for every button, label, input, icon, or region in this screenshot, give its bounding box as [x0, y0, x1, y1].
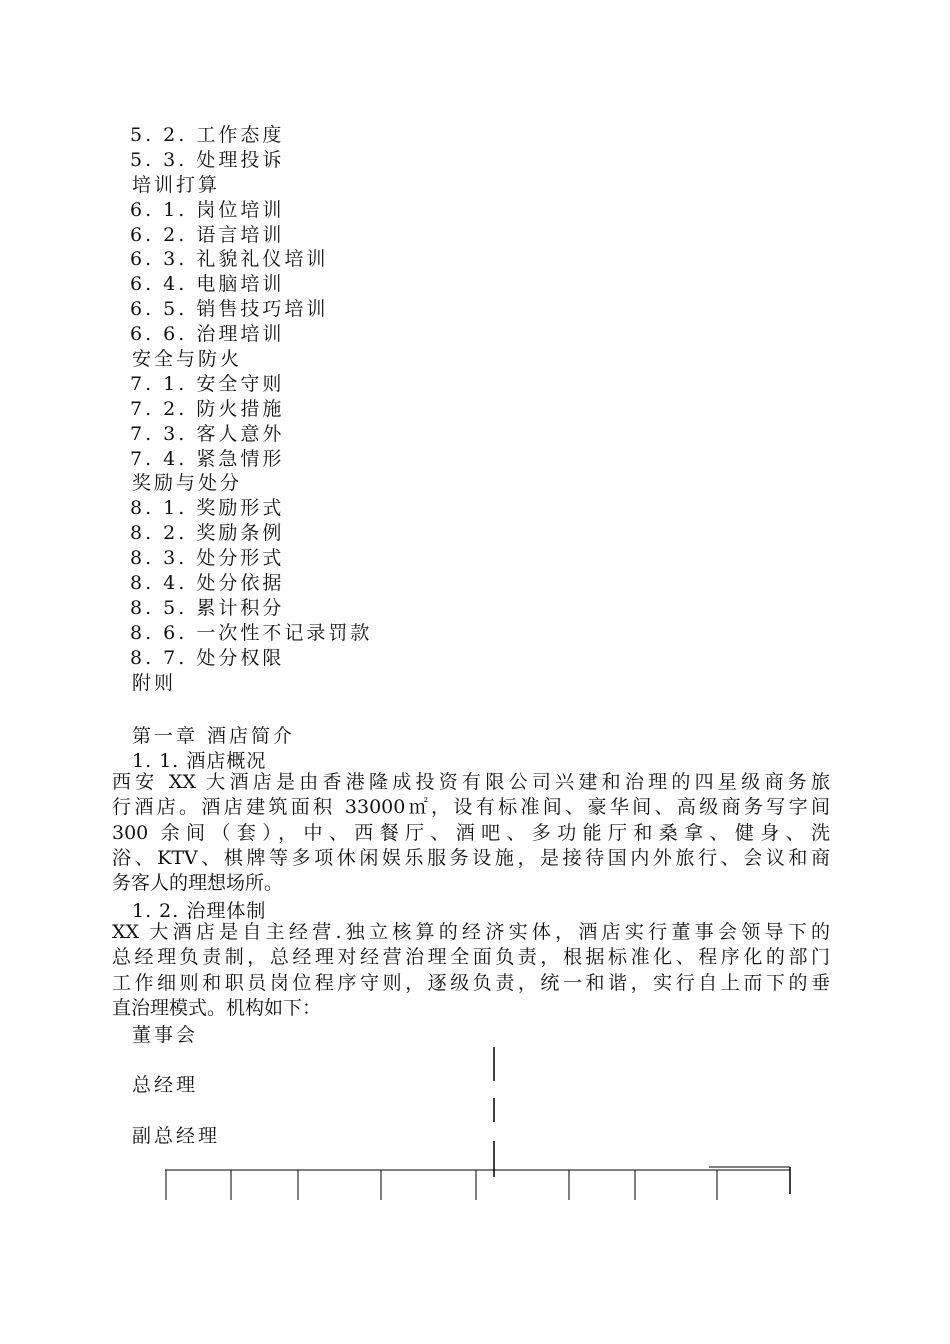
paragraph-line: 行酒店。酒店建筑面积 33000㎡，设有标准间、豪华间、高级商务写字间 [112, 796, 830, 819]
toc-item: 6. 3. 礼貌礼仪培训 [130, 248, 329, 271]
paragraph-line: 工作细则和职员岗位程序守则，逐级负责，统一和谐，实行自上而下的垂 [112, 971, 830, 994]
toc-item: 6. 6. 治理培训 [130, 323, 285, 346]
paragraph-line: 总经理负责制，总经理对经营治理全面负责，根据标准化、程序化的部门 [112, 946, 830, 969]
paragraph-line: 直治理模式。机构如下： [112, 996, 322, 1019]
toc-heading: 附则 [132, 671, 177, 694]
toc-item: 5. 3. 处理投诉 [130, 148, 285, 171]
toc-item: 7. 3. 客人意外 [130, 422, 285, 445]
toc-heading: 奖励与处分 [132, 472, 243, 495]
toc-item: 8. 7. 处分权限 [130, 646, 285, 669]
toc-item: 6. 2. 语言培训 [130, 223, 285, 246]
toc-item: 7. 2. 防火措施 [130, 397, 285, 420]
toc-item: 6. 5. 销售技巧培训 [130, 298, 329, 321]
toc-item: 8. 6. 一次性不记录罚款 [130, 621, 373, 644]
toc-item: 5. 2. 工作态度 [130, 124, 285, 146]
org-level-board: 董事会 [132, 1024, 199, 1046]
toc-item: 8. 4. 处分依据 [130, 572, 285, 595]
toc-item: 6. 1. 岗位培训 [130, 198, 285, 221]
toc-item: 8. 3. 处分形式 [130, 547, 285, 570]
toc-item: 6. 4. 电脑培训 [130, 273, 285, 296]
paragraph-line: 浴、KTV、棋牌等多项休闲娱乐服务设施，是接待国内外旅行、会议和商 [112, 846, 830, 869]
toc-heading: 安全与防火 [132, 348, 243, 371]
section-heading-overview: 1. 1. 酒店概况 [132, 750, 267, 772]
org-level-general-manager: 总经理 [132, 1074, 199, 1096]
paragraph-line: 西安 XX 大酒店是由香港隆成投资有限公司兴建和治理的四星级商务旅 [112, 771, 830, 793]
chapter-title: 第一章 酒店简介 [132, 725, 296, 747]
paragraph-line: XX 大酒店是自主经营.独立核算的经济实体，酒店实行董事会领导下的 [112, 921, 830, 943]
toc-item: 8. 5. 累计积分 [130, 596, 285, 619]
toc-heading: 培训打算 [132, 173, 221, 196]
org-level-deputy-general-manager: 副总经理 [132, 1125, 221, 1147]
toc-item: 7. 4. 紧急情形 [130, 447, 285, 470]
paragraph-line: 300 余间（套），中、西餐厅、酒吧、多功能厅和桑拿、健身、洗 [112, 821, 830, 844]
section-heading-management: 1. 2. 治理体制 [132, 900, 267, 922]
paragraph-line: 务客人的理想场所。 [112, 872, 284, 895]
toc-item: 7. 1. 安全守则 [130, 372, 285, 395]
toc-item: 8. 2. 奖励条例 [130, 522, 285, 545]
toc-item: 8. 1. 奖励形式 [130, 497, 285, 520]
